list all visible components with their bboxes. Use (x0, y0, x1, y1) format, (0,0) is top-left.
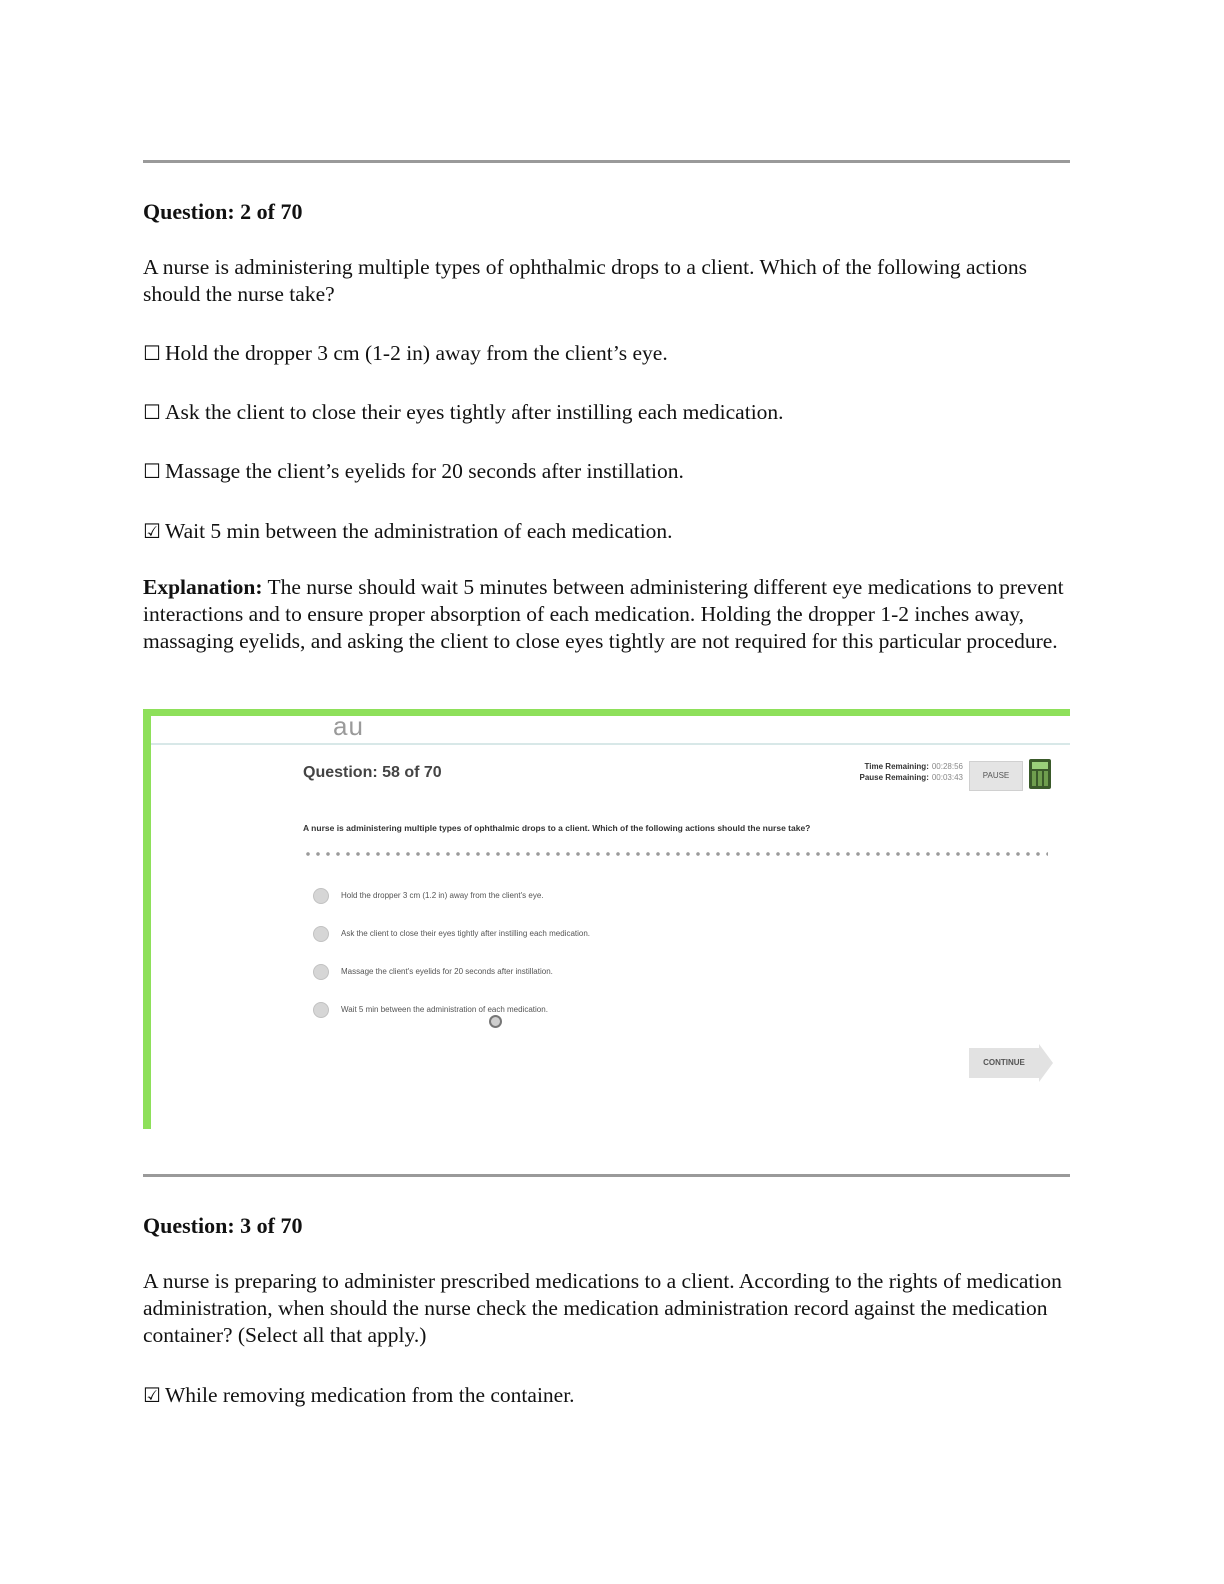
question-2-heading: Question: 2 of 70 (143, 199, 303, 224)
screenshot-option-2[interactable] (313, 926, 590, 942)
screenshot-dotted-divider (303, 851, 1048, 857)
radio-icon[interactable] (313, 964, 329, 980)
screenshot-top-accent-bar (143, 709, 1070, 716)
screenshot-option-2-text: Ask the client to close their eyes tightly after instilling each medication. (341, 929, 591, 939)
time-remaining-value: 00:28:56 (931, 762, 963, 771)
radio-icon[interactable] (313, 888, 329, 904)
q2-option-2 (143, 399, 784, 426)
pause-remaining-label: Pause Remaining: (859, 773, 929, 782)
pause-button[interactable]: PAUSE (969, 761, 1023, 791)
question-2-explanation (143, 574, 1068, 655)
q2-option-4 (143, 518, 673, 545)
screenshot-logo: au (333, 711, 364, 741)
continue-button[interactable]: CONTINUE (969, 1048, 1039, 1078)
q2-option-4-text: Wait 5 min between the administration of each medication. (165, 519, 673, 543)
exam-screenshot (143, 709, 1070, 1129)
divider-top (143, 160, 1070, 163)
checkbox-checked-icon: ☑ (143, 1383, 161, 1407)
q3-option-1 (143, 1382, 575, 1409)
radio-icon[interactable] (313, 926, 329, 942)
screenshot-question-stem: A nurse is administering multiple types of ophthalmic drops to a client. Which of the following actions should the nurse take? (303, 823, 811, 833)
checkbox-empty-icon: ☐ (143, 459, 161, 483)
screenshot-timers (783, 761, 963, 783)
radio-icon[interactable] (313, 1002, 329, 1018)
q2-option-1-text: Hold the dropper 3 cm (1-2 in) away from the client’s eye. (165, 341, 668, 365)
checkbox-empty-icon: ☐ (143, 400, 161, 424)
screenshot-option-4[interactable] (313, 1002, 548, 1018)
explanation-text: The nurse should wait 5 minutes between administering different eye medications to prevent interactions and to ensure proper absorption of each medication. Holding the dropper 1-2 inches away, massaging eyelids, and asking the client to close eyes tightly are not required for this particular procedure. (143, 575, 1064, 653)
pause-remaining-value: 00:03:43 (931, 773, 963, 782)
time-remaining-label: Time Remaining: (864, 762, 929, 771)
screenshot-option-3[interactable] (313, 964, 553, 980)
screenshot-option-3-text: Massage the client's eyelids for 20 seconds after instillation. (341, 967, 553, 977)
continue-arrow-icon[interactable] (1039, 1044, 1053, 1082)
screenshot-question-title: Question: 58 of 70 (303, 764, 442, 781)
mouse-cursor-icon (489, 1015, 502, 1028)
checkbox-checked-icon: ☑ (143, 519, 161, 543)
q2-option-3-text: Massage the client’s eyelids for 20 seconds after instillation. (165, 459, 684, 483)
screenshot-option-1[interactable] (313, 888, 544, 904)
q2-option-3 (143, 458, 684, 485)
q3-option-1-text: While removing medication from the container. (165, 1383, 575, 1407)
question-3-stem: A nurse is preparing to administer prescribed medications to a client. According to the rights of medication administration, when should the nurse check the medication administration record against the medication container? (Select all that apply.) (143, 1269, 1062, 1347)
q2-option-2-text: Ask the client to close their eyes tightly after instilling each medication. (165, 400, 784, 424)
screenshot-option-1-text: Hold the dropper 3 cm (1.2 in) away from the client's eye. (341, 891, 544, 901)
calculator-keys (1032, 771, 1048, 786)
explanation-label: Explanation: (143, 575, 263, 599)
screenshot-header-divider (151, 743, 1070, 745)
q2-option-1 (143, 340, 668, 367)
checkbox-empty-icon: ☐ (143, 341, 161, 365)
question-2-stem: A nurse is administering multiple types of ophthalmic drops to a client. Which of the following actions should the nurse take? (143, 255, 1027, 306)
divider-middle (143, 1174, 1070, 1177)
question-3-heading: Question: 3 of 70 (143, 1213, 303, 1238)
screenshot-left-accent-bar (143, 709, 151, 1129)
calculator-screen (1032, 762, 1048, 769)
calculator-icon[interactable] (1029, 759, 1051, 789)
screenshot-option-4-text: Wait 5 min between the administration of each medication. (341, 1005, 548, 1015)
